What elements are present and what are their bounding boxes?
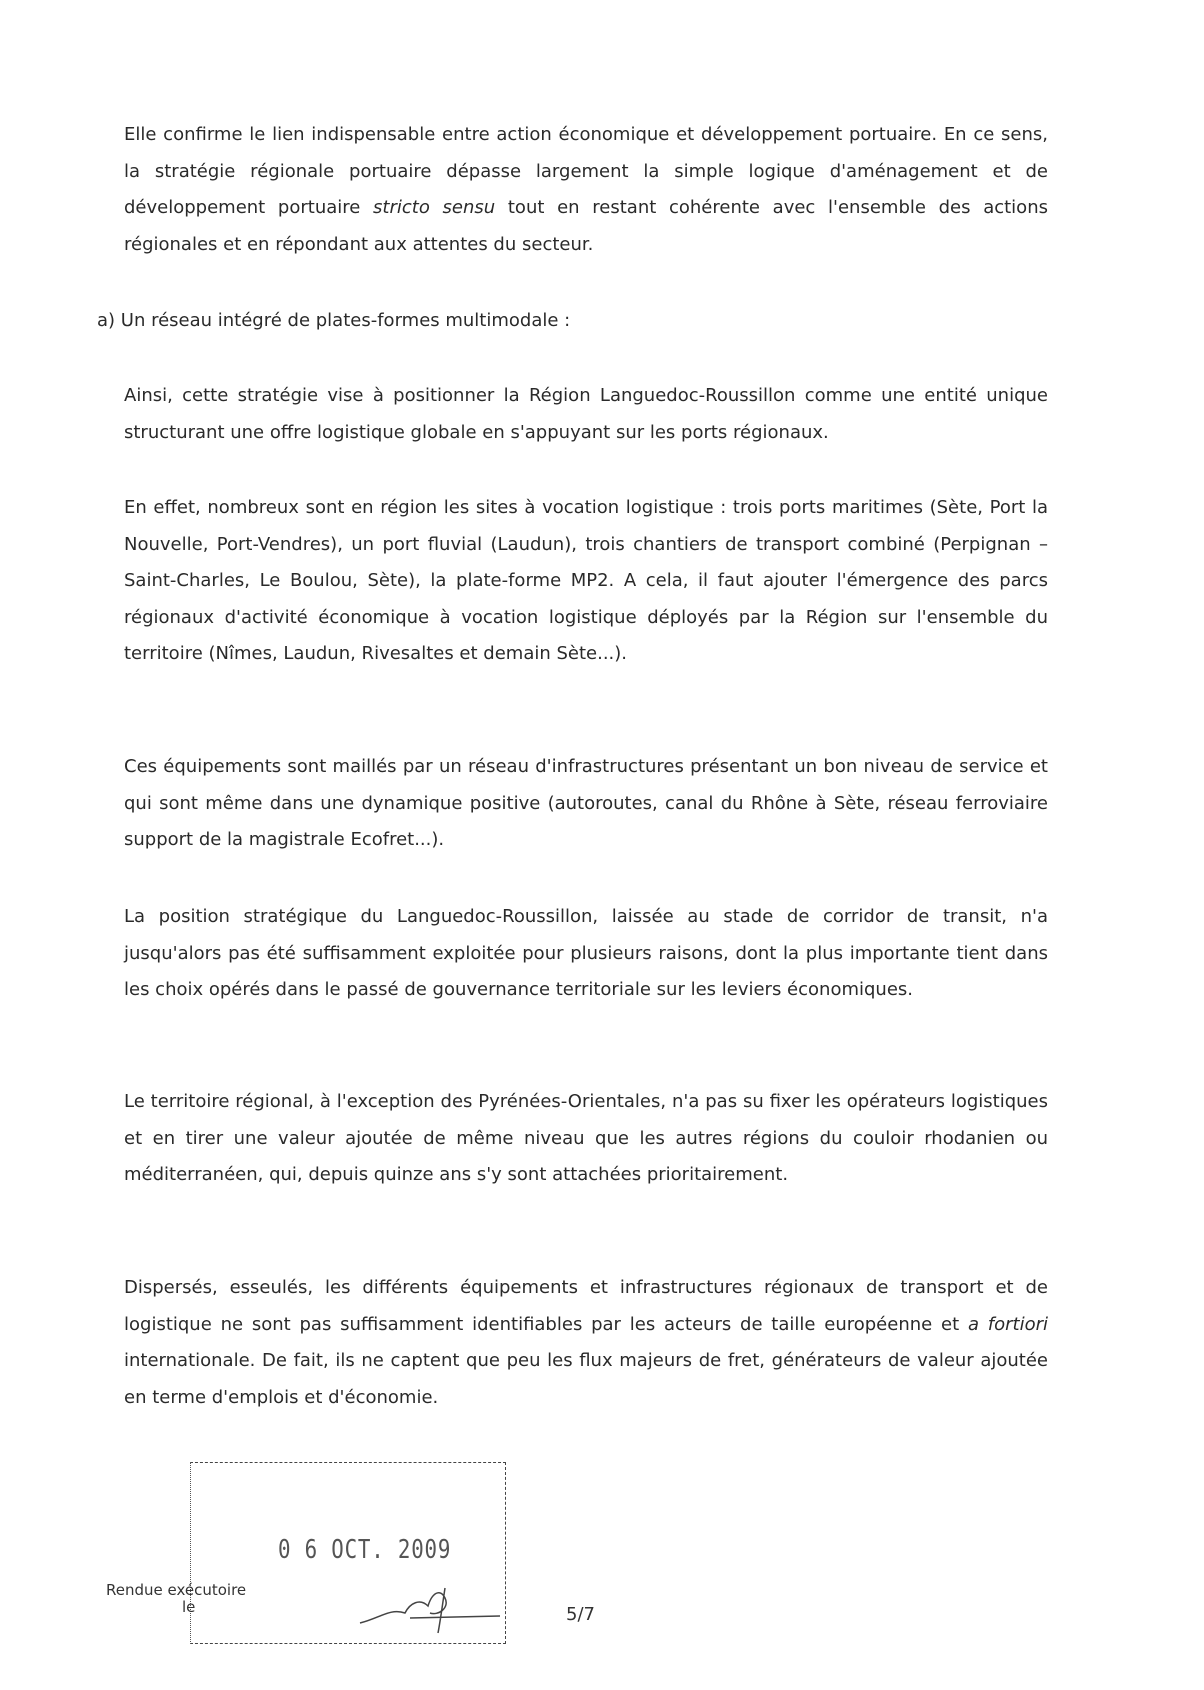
paragraph-strategy: Ainsi, cette stratégie vise à positionner la Région Languedoc-Roussillon comme une entité unique structurant une offre logistique globale en s'appuyant sur les ports régionaux. bbox=[124, 385, 1048, 443]
stamp-label-line1: Rendue exécutoire bbox=[106, 1581, 247, 1599]
text: Dispersés, esseulés, les différents équipements et infrastructures régionaux de transport et de logistique ne sont pas suffisamment identifiables par les acteurs de taille européenne et bbox=[124, 1277, 1048, 1335]
page-number: 5/7 bbox=[566, 1604, 595, 1625]
stamp-label-line2: le bbox=[182, 1598, 196, 1616]
text: Elle confirme le lien indispensable entre action économique et développement portuaire. En ce sens, la stratégie régionale portuaire dépasse largement la simple logique d'aménagement et de développement portuaire bbox=[124, 124, 1048, 219]
paragraph-intro bbox=[124, 117, 1048, 263]
text: tout en restant cohérente avec l'ensemble des actions régionales et en répondant aux attentes du secteur. bbox=[124, 197, 1048, 255]
section-heading: a) Un réseau intégré de plates-formes multimodale : bbox=[97, 310, 571, 331]
paragraph-dispersed bbox=[124, 1270, 1048, 1416]
text: internationale. De fait, ils ne captent que peu les flux majeurs de fret, générateurs de valeur ajoutée en terme d'emplois et d'économie. bbox=[124, 1350, 1048, 1408]
italic-text: stricto sensu bbox=[373, 197, 496, 219]
paragraph-equipment: Ces équipements sont maillés par un réseau d'infrastructures présentant un bon niveau de service et qui sont même dans une dynamique positive (autoroutes, canal du Rhône à Sète, réseau ferroviaire support de la magistrale Ecofret...). bbox=[124, 756, 1048, 851]
stamp-date: 0 6 OCT. 2009 bbox=[278, 1535, 452, 1565]
italic-text: fortiori bbox=[987, 1313, 1048, 1335]
paragraph-position: La position stratégique du Languedoc-Roussillon, laissée au stade de corridor de transit, n'a jusqu'alors pas été suffisamment exploitée pour plusieurs raisons, dont la plus importante tient dans les choix opérés dans le passé de gouvernance territoriale sur les leviers économiques. bbox=[124, 906, 1048, 1001]
stamp-label bbox=[106, 1582, 246, 1616]
paragraph-sites: En effet, nombreux sont en région les sites à vocation logistique : trois ports maritimes (Sète, Port la Nouvelle, Port-Vendres), un port fluvial (Laudun), trois chantiers de transport combiné (Perpignan – Saint-Charles, Le Boulou, Sète), la plate-forme MP2. A cela, il faut ajouter l'émergence des parcs régionaux d'activité économique à vocation logistique déployés par la Région sur l'ensemble du territoire (Nîmes, Laudun, Rivesaltes et demain Sète...). bbox=[124, 497, 1048, 665]
italic-text: a bbox=[967, 1313, 979, 1335]
signature bbox=[350, 1578, 510, 1638]
paragraph-territory: Le territoire régional, à l'exception des Pyrénées-Orientales, n'a pas su fixer les opérateurs logistiques et en tirer une valeur ajoutée de même niveau que les autres régions du couloir rhodanien ou méditerranéen, qui, depuis quinze ans s'y sont attachées prioritairement. bbox=[124, 1091, 1048, 1186]
